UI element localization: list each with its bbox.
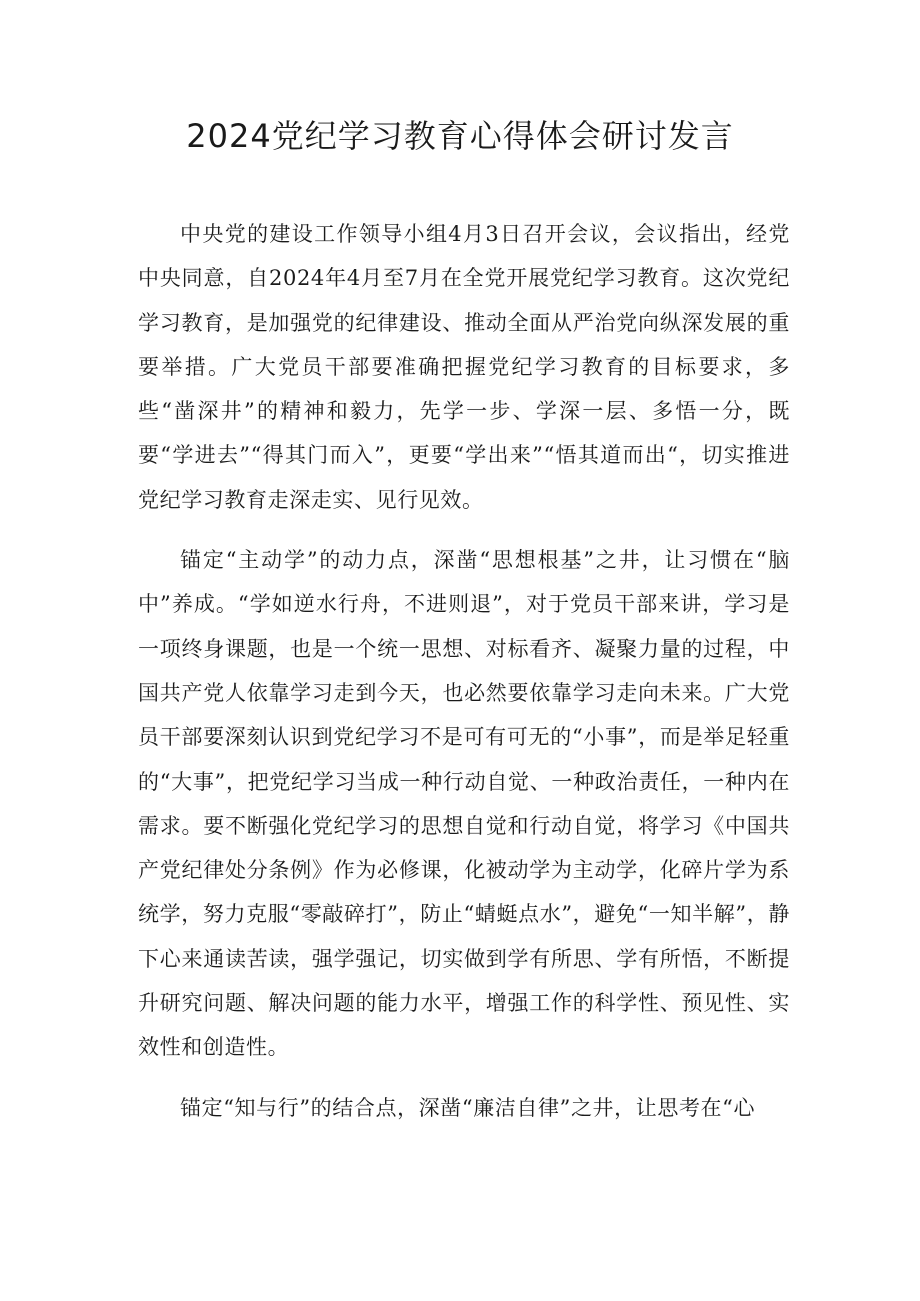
document-body [138, 212, 790, 1146]
paragraph-3: 锚定“知与行”的结合点，深凿“廉洁自律”之井，让思考在“心 [180, 1095, 756, 1120]
paragraph-1: 中央党的建设工作领导小组4月3日召开会议，会议指出，经党中央同意，自2024年4月至7月在全党开展党纪学习教育。这次党纪学习教育，是加强党的纪律建设、推动全面从严治党向纵深发展的重要举措。广大党员干部要准确把握党纪学习教育的目标要求，多些“凿深井”的精神和毅力，先学一步、学深一层、多悟一分，既要“学进去”“得其门而入”，更要“学出来”“悟其道而出“，切实推进党纪学习教育走深走实、见行见效。 [138, 222, 790, 512]
paragraph-2: 锚定“主动学”的动力点，深凿“思想根基”之井，让习惯在“脑中”养成。“学如逆水行舟，不进则退”，对于党员干部来讲，学习是一项终身课题，也是一个统一思想、对标看齐、凝聚力量的过程，中国共产党人依靠学习走到今天，也必然要依靠学习走向未来。广大党员干部要深刻认识到党纪学习不是可有可无的“小事”，而是举足轻重的“大事”，把党纪学习当成一种行动自觉、一种政治责任，一种内在需求。要不断强化党纪学习的思想自觉和行动自觉，将学习《中国共产党纪律处分条例》作为必修课，化被动学为主动学，化碎片学为系统学，努力克服“零敲碎打”，防止“蜻蜓点水”，避免“一知半解”，静下心来通读苦读，强学强记，切实做到学有所思、学有所悟，不断提升研究问题、解决问题的能力水平，增强工作的科学性、预见性、实效性和创造性。 [138, 548, 790, 1060]
document-title: 2024党纪学习教育心得体会研讨发言 [186, 117, 734, 155]
